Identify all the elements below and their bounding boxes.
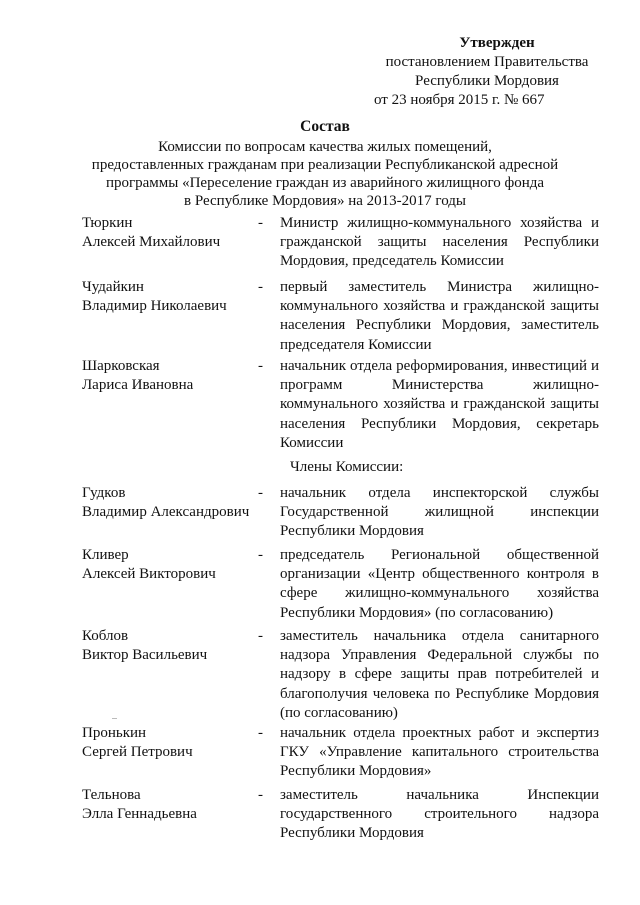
- member-surname: Гудков: [82, 485, 126, 501]
- separator-dash: -: [258, 628, 263, 644]
- member-given-names: Элла Геннадьевна: [82, 806, 197, 822]
- approval-date: от 23 ноября 2015 г. № 667: [374, 92, 545, 108]
- separator-dash: -: [258, 358, 263, 374]
- member-given-names: Виктор Васильевич: [82, 647, 208, 663]
- separator-dash: -: [258, 547, 263, 563]
- member-position: председатель Региональной общественной организации «Центр общественного контроля в сфере жилищно-коммунального хозяйства Республики Мордовия» (по согласованию): [280, 547, 599, 621]
- member-given-names: Владимир Александрович: [82, 504, 250, 520]
- member-name: [82, 546, 254, 584]
- member-name: [82, 786, 254, 824]
- member-surname: Шарковская: [82, 358, 160, 374]
- member-name: [82, 627, 254, 665]
- member-given-names: Лариса Ивановна: [82, 377, 194, 393]
- approval-title: Утвержден: [459, 35, 535, 51]
- member-position: заместитель начальника Инспекции государственного строительного надзора Республики Мордовия: [280, 787, 599, 842]
- member-name: [82, 484, 254, 522]
- header-line-4: в Республике Мордовия» на 2013-2017 годы: [184, 193, 466, 209]
- member-position: начальник отдела проектных работ и экспертиз ГКУ «Управление капитального строительства Республики Мордовия»: [280, 725, 599, 780]
- document-header: [80, 118, 570, 210]
- member-position: начальник отдела инспекторской службы Государственной жилищной инспекции Республики Мордовия: [280, 485, 599, 540]
- member-position: первый заместитель Министра жилищно-коммунального хозяйства и гражданской защиты населения Республики Мордовия, заместитель председателя Комиссии: [280, 279, 599, 353]
- member-given-names: Владимир Николаевич: [82, 298, 227, 314]
- member-surname: Тюркин: [82, 215, 133, 231]
- member-name: [82, 357, 254, 395]
- member-surname: Чудайкин: [82, 279, 144, 295]
- members-heading: Члены Комиссии:: [290, 459, 404, 475]
- header-line-3: программы «Переселение граждан из аварийного жилищного фонда: [105, 175, 545, 191]
- separator-dash: -: [258, 279, 263, 295]
- member-surname: Коблов: [82, 628, 129, 644]
- scan-speck: [112, 718, 117, 719]
- header-line-1: Комиссии по вопросам качества жилых помещений,: [158, 139, 492, 155]
- separator-dash: -: [258, 725, 263, 741]
- member-surname: Пронькин: [82, 725, 147, 741]
- separator-dash: -: [258, 215, 263, 231]
- member-name: [82, 214, 254, 252]
- member-given-names: Алексей Викторович: [82, 566, 216, 582]
- member-name: [82, 278, 254, 316]
- separator-dash: -: [258, 485, 263, 501]
- member-name: [82, 724, 254, 762]
- member-position: заместитель начальника отдела санитарного надзора Управления Федеральной службы по надзору в сфере защиты прав потребителей и благополучия человека по Республике Мордовия (по согласованию): [280, 628, 599, 721]
- approval-block: [372, 34, 602, 110]
- header-line-2: предоставленных гражданам при реализации Республиканской адресной: [91, 157, 559, 173]
- approval-line-1: постановлением Правительства: [385, 54, 589, 70]
- member-position: Министр жилищно-коммунального хозяйства и гражданской защиты населения Республики Мордовия, председатель Комиссии: [280, 215, 599, 270]
- separator-dash: -: [258, 787, 263, 803]
- member-given-names: Сергей Петрович: [82, 744, 193, 760]
- member-surname: Кливер: [82, 547, 129, 563]
- approval-line-2: Республики Мордовия: [415, 73, 559, 89]
- member-given-names: Алексей Михайлович: [82, 234, 221, 250]
- document-title: Состав: [300, 118, 350, 135]
- member-position: начальник отдела реформирования, инвестиций и программ Министерства жилищно-коммунального хозяйства и гражданской защиты населения Республики Мордовия, секретарь Комиссии: [280, 358, 599, 451]
- member-surname: Тельнова: [82, 787, 141, 803]
